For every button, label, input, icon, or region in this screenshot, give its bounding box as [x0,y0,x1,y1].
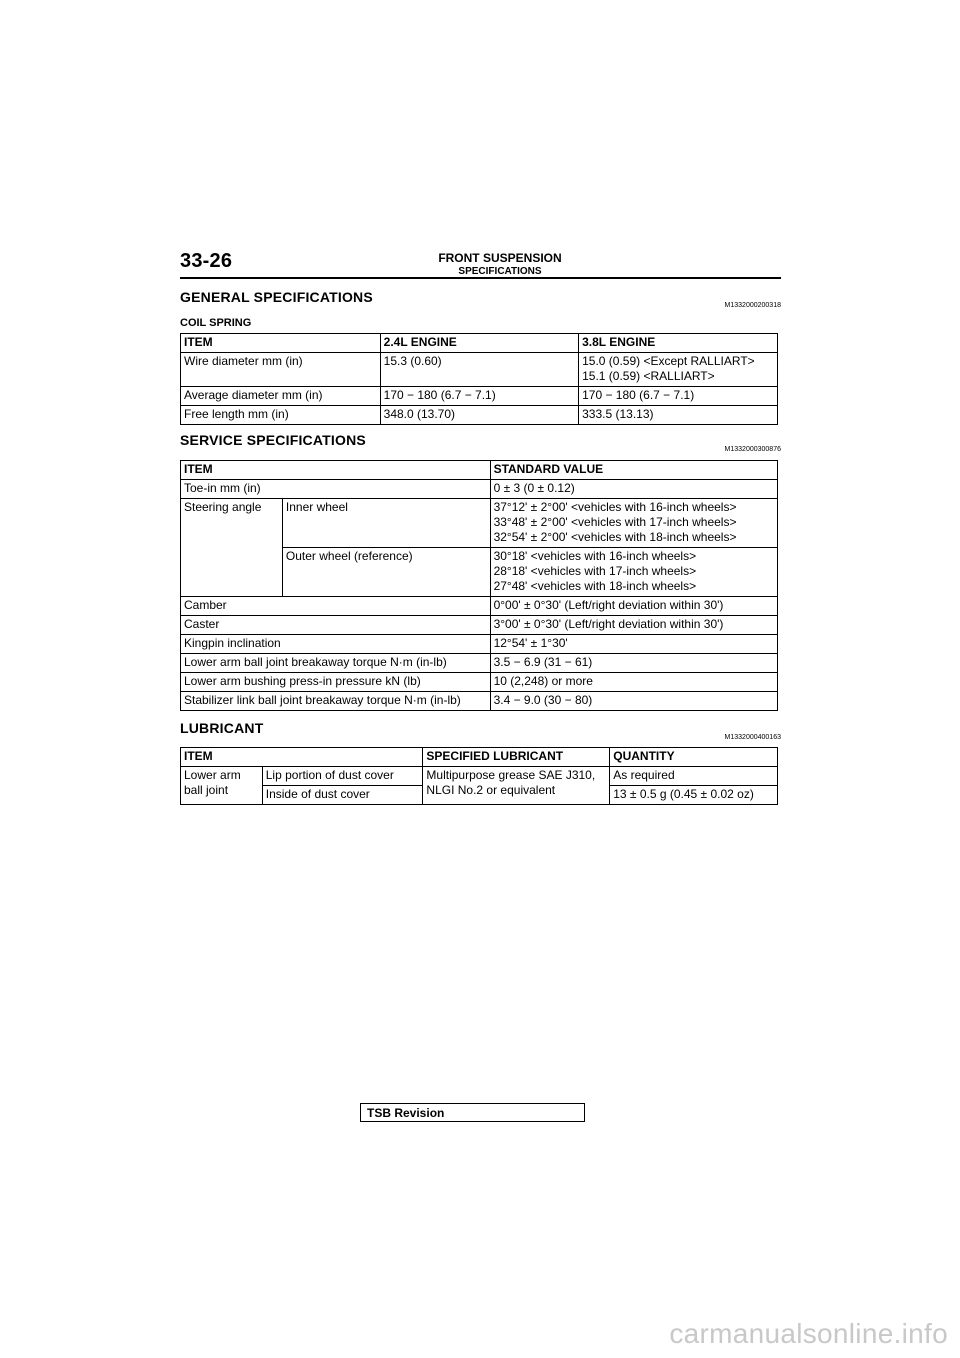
cell-line: 37°12' ± 2°00' <vehicles with 16-inch wheels> [493,500,737,514]
header-rule [180,277,781,279]
table-cell: Caster [181,616,491,635]
table-row [181,616,778,635]
table-cell: Stabilizer link ball joint breakaway torque N·m (in-lb) [181,692,491,711]
section-subtitle: SPECIFICATIONS [458,266,542,277]
header-cell: QUANTITY [610,748,778,767]
table-row [181,767,778,786]
page-number: 33-26 [180,250,233,272]
header-cell: STANDARD VALUE [490,461,777,480]
lubricant-heading: LUBRICANT [180,720,264,736]
table-cell [490,548,777,597]
header-cell: SPECIFIED LUBRICANT [423,748,610,767]
table-cell: Wire diameter mm (in) [181,353,381,387]
table-cell [181,767,263,805]
table-cell: 170 − 180 (6.7 − 7.1) [579,387,778,406]
header-cell: ITEM [181,461,491,480]
table-cell: Inner wheel [282,499,490,548]
table-row [181,654,778,673]
table-cell: 170 − 180 (6.7 − 7.1) [380,387,578,406]
cell-line: NLGI No.2 or equivalent [426,783,556,797]
tsb-revision-box: TSB Revision [360,1103,585,1122]
table-row [181,353,778,387]
cell-line: 33°48' ± 2°00' <vehicles with 17-inch wheels> [493,515,737,529]
table-cell [423,767,610,805]
table-row [181,597,778,616]
table-cell: Free length mm (in) [181,406,381,425]
table-row [181,480,778,499]
table-cell [490,499,777,548]
table-cell: Lower arm bushing press-in pressure kN (lb) [181,673,491,692]
table-cell [579,353,778,387]
cell-line: 27°48' <vehicles with 18-inch wheels> [493,579,697,593]
cell-line: Multipurpose grease SAE J310, [426,768,596,782]
cell-line: 32°54' ± 2°00' <vehicles with 18-inch wheels> [493,530,737,544]
table-cell: Outer wheel (reference) [282,548,490,597]
cell-line: 15.0 (0.59) <Except RALLIART> [582,354,755,368]
table-cell: 3.5 − 6.9 (31 − 61) [490,654,777,673]
cell-line: 28°18' <vehicles with 17-inch wheels> [493,564,697,578]
table-row [181,673,778,692]
table-row [181,499,778,548]
header-cell: 2.4L ENGINE [380,334,578,353]
service-specifications-table [180,460,778,711]
table-row [181,406,778,425]
table-header-row [181,748,778,767]
table-cell: Lip portion of dust cover [262,767,423,786]
service-specifications-heading: SERVICE SPECIFICATIONS [180,432,366,448]
table-row [181,692,778,711]
table-cell: 12°54' ± 1°30' [490,635,777,654]
general-specifications-code: M1332000200318 [724,302,781,309]
watermark: carmanualsonline.info [669,1318,948,1349]
table-cell: Inside of dust cover [262,786,423,805]
section-title: FRONT SUSPENSION [438,251,562,265]
table-cell: 348.0 (13.70) [380,406,578,425]
table-cell: 0 ± 3 (0 ± 0.12) [490,480,777,499]
general-specifications-heading: GENERAL SPECIFICATIONS [180,289,373,305]
table-row [181,635,778,654]
table-cell: 0°00' ± 0°30' (Left/right deviation within 30') [490,597,777,616]
lubricant-table [180,747,778,805]
coil-spring-heading: COIL SPRING [180,317,252,329]
table-cell: Camber [181,597,491,616]
table-cell: 15.3 (0.60) [380,353,578,387]
table-cell: 3°00' ± 0°30' (Left/right deviation within 30') [490,616,777,635]
cell-line: 15.1 (0.59) <RALLIART> [582,369,715,383]
table-cell: Lower arm ball joint breakaway torque N·m (in-lb) [181,654,491,673]
table-cell: Steering angle [181,499,283,597]
table-cell: As required [610,767,778,786]
header-cell: 3.8L ENGINE [579,334,778,353]
table-cell: 333.5 (13.13) [579,406,778,425]
table-cell: 3.4 − 9.0 (30 − 80) [490,692,777,711]
cell-line: Lower arm [184,768,241,782]
cell-line: ball joint [184,783,229,797]
table-cell: 13 ± 0.5 g (0.45 ± 0.02 oz) [610,786,778,805]
table-header-row [181,461,778,480]
table-cell: 10 (2,248) or more [490,673,777,692]
table-header-row [181,334,778,353]
service-specifications-code: M1332000300876 [724,446,781,453]
table-cell: Toe-in mm (in) [181,480,491,499]
table-row [181,387,778,406]
table-cell: Kingpin inclination [181,635,491,654]
table-cell: Average diameter mm (in) [181,387,381,406]
lubricant-code: M1332000400163 [724,734,781,741]
cell-line: 30°18' <vehicles with 16-inch wheels> [493,549,697,563]
header-cell: ITEM [181,334,381,353]
header-cell: ITEM [181,748,423,767]
coil-spring-table [180,333,778,425]
